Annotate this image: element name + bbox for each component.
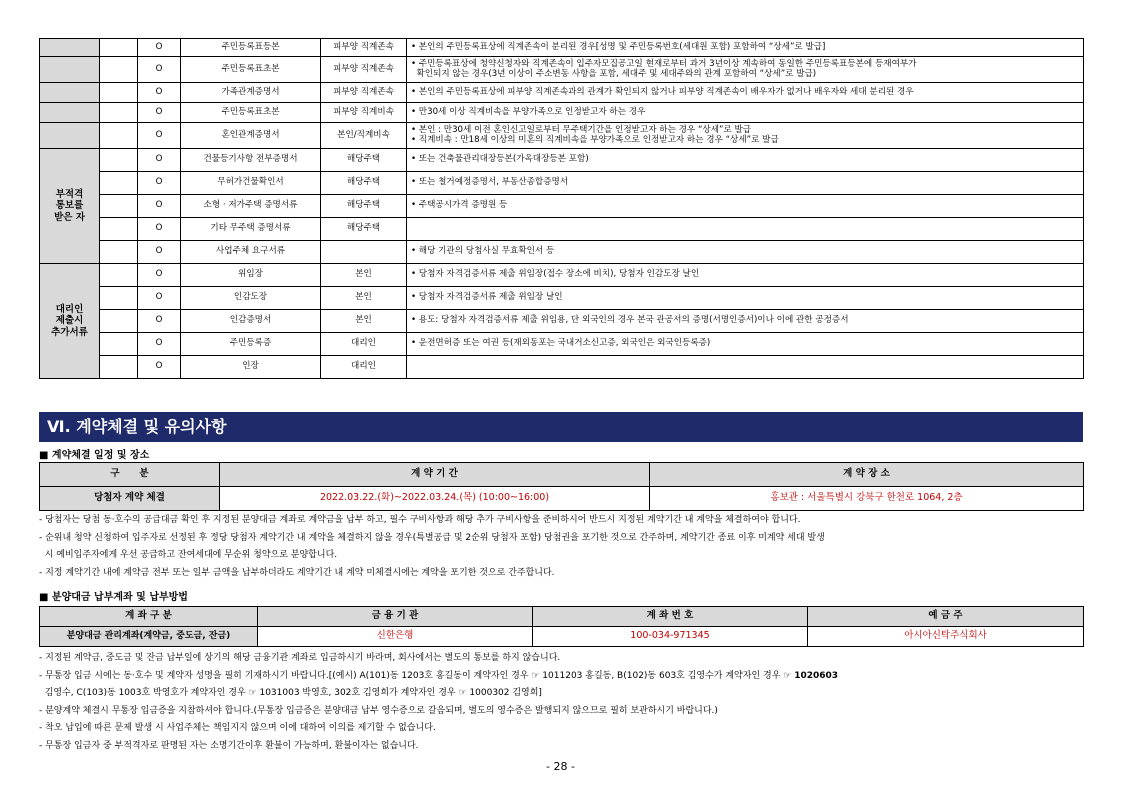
document-note: • 당첨자 자격검증서류 제출 위임장 날인 (407, 287, 1084, 310)
table-row (40, 123, 1084, 149)
note-line: - 지정 계약기간 내에 계약금 전부 또는 일부 금액을 납부하더라도 계약기간 내 계약 미체결시에는 계약을 포기한 것으로 간주합니다. (39, 567, 555, 578)
table-row (40, 195, 1084, 218)
table-row (40, 39, 1084, 57)
payment-notes (39, 650, 1089, 755)
document-name: 건물등기사항 전부증명서 (181, 149, 321, 172)
note-line: 김영수, C(103)동 1003호 박영호가 계약자인 경우 ☞ 1031003 박영호, 302호 김영희가 계약자인 경우 ☞ 1000302 김영희] (39, 688, 542, 698)
header-division: 구 분 (40, 463, 220, 487)
document-note: • 본인의 주민등록표상에 피부양 직계존속과의 관계가 확인되지 않거나 피부양 직계존속이 배우자가 없거나 배우자와 세대 분리된 경우 (407, 83, 1084, 103)
table-row (40, 83, 1084, 103)
table-row (40, 57, 1084, 83)
note-line: - 당첨자는 당첨 동·호수의 공급대금 확인 후 지정된 분양대금 계좌로 계약금을 납부 하고, 필수 구비사항과 해당 추가 구비사항을 준비하시어 반드시 지정된 계약기간 내 계약을 체결하여야 합니다. (39, 515, 801, 525)
document-name: 주민등록표초본 (181, 57, 321, 83)
document-name: 소형 · 저가주택 증명서류 (181, 195, 321, 218)
document-name: 주민등록표초본 (181, 103, 321, 123)
check-mark: O (138, 287, 181, 310)
table-row (40, 287, 1084, 310)
check-mark: O (138, 57, 181, 83)
document-name: 기타 무주택 증명서류 (181, 218, 321, 241)
document-name: 사업주체 요구서류 (181, 241, 321, 264)
document-target: 해당주택 (321, 218, 407, 241)
document-note: • 용도: 당첨자 자격검증서류 제출 위임용, 단 외국인의 경우 본국 관공서의 증명(서명인증서)이나 이에 관한 공정증서 (407, 310, 1084, 333)
note-line: - 지정된 계약금, 중도금 및 잔금 납부일에 상기의 해당 금융기관 계좌로 입금하시기 바라며, 회사에서는 별도의 통보를 하지 않습니다. (39, 653, 561, 663)
table-row (40, 218, 1084, 241)
empty-cell (100, 57, 138, 83)
document-name: 가족관계증명서 (181, 83, 321, 103)
empty-cell (100, 83, 138, 103)
account-number-value: 100-034-971345 (533, 627, 808, 647)
document-name: 주민등록증 (181, 333, 321, 356)
document-note: • 주민등록표상에 청약신청자와 직계존속이 입주자모집공고일 현재로부터 과거 3년이상 계속하여 동일한 주민등록표등본에 등재여부가 확인되지 않는 경우(3년 이상이 주소변동 사항을 포함, 세대주 및 세대주와의 관계 포함하여 “상세”로 발급) (407, 57, 1084, 83)
document-target: 대리인 (321, 356, 407, 379)
document-target: 해당주택 (321, 195, 407, 218)
document-target: 해당주택 (321, 149, 407, 172)
required-documents-table (39, 38, 1084, 379)
empty-cell (100, 356, 138, 379)
document-note: • 당첨자 자격검증서류 제출 위임장(접수 장소에 비치), 당첨자 인감도장 날인 (407, 264, 1084, 287)
document-target: 본인/직계비속 (321, 123, 407, 149)
document-target: 본인 (321, 264, 407, 287)
empty-cell (100, 149, 138, 172)
check-mark: O (138, 310, 181, 333)
check-mark: O (138, 218, 181, 241)
document-target: 피부양 직계존속 (321, 83, 407, 103)
document-note: • 주택공시가격 증명원 등 (407, 195, 1084, 218)
note-line: - 무통장 입금자 중 부적격자로 판명된 자는 소명기간이후 환불이 가능하며, 환불이자는 없습니다. (39, 740, 419, 751)
document-note: • 또는 철거예정증명서, 부동산종합증명서 (407, 172, 1084, 195)
category-cell (40, 57, 100, 83)
empty-cell (100, 195, 138, 218)
document-name: 인감도장 (181, 287, 321, 310)
section-title: Ⅵ. 계약체결 및 유의사항 (39, 412, 1083, 442)
note-line: - 무통장 입금 시에는 동·호수 및 계약자 성명을 필히 기재하시기 바랍니다.[(예시) A(101)동 1203호 홍길동이 계약자인 경우 ☞ 1011203 홍길동, B(102)동 603호 김영수가 계약자인 경우 ☞ 1020603 (39, 670, 839, 681)
check-mark: O (138, 149, 181, 172)
document-name: 무허가건물확인서 (181, 172, 321, 195)
check-mark: O (138, 123, 181, 149)
empty-cell (100, 172, 138, 195)
header-contract-place: 계 약 장 소 (650, 463, 1084, 487)
bank-value: 신한은행 (258, 627, 533, 647)
account-holder-value: 아시아신탁주식회사 (808, 627, 1084, 647)
empty-cell (100, 218, 138, 241)
account-type-value: 분양대금 관리계좌(계약금, 중도금, 잔금) (40, 627, 258, 647)
payment-account-table (39, 606, 1084, 647)
group-label-proxy: 대리인 제출시 추가서류 (40, 264, 100, 379)
empty-cell (100, 264, 138, 287)
table-row (40, 241, 1084, 264)
document-note: • 운전면허증 또는 여권 등(재외동포는 국내거소신고증, 외국인은 외국인등록증) (407, 333, 1084, 356)
page-number: - 28 - (546, 760, 575, 773)
table-row (40, 264, 1084, 287)
category-cell (40, 103, 100, 123)
group-label-ineligible: 부적격 통보를 받은 자 (40, 149, 100, 264)
document-target: 대리인 (321, 333, 407, 356)
empty-cell (100, 287, 138, 310)
subheading-contract-schedule: ■ 계약체결 일정 및 장소 (39, 450, 150, 461)
check-mark: O (138, 172, 181, 195)
empty-cell (100, 123, 138, 149)
empty-cell (100, 103, 138, 123)
table-row (40, 310, 1084, 333)
document-name: 위임장 (181, 264, 321, 287)
note-line: - 순위내 청약 신청하여 입주자로 선정된 후 정당 당첨자 계약기간 내 계약을 체결하지 않을 경우(특별공급 및 2순위 당첨자 포함) 당첨권을 포기한 것으로 간주하며, 계약기간 종료 이후 미계약 세대 발생 (39, 532, 825, 543)
document-name: 혼인관계증명서 (181, 123, 321, 149)
document-target: 본인 (321, 310, 407, 333)
check-mark: O (138, 333, 181, 356)
empty-cell (100, 39, 138, 57)
document-name: 주민등록표등본 (181, 39, 321, 57)
document-target: 피부양 직계존속 (321, 57, 407, 83)
table-row (40, 103, 1084, 123)
category-cell (40, 83, 100, 103)
document-target (321, 241, 407, 264)
contract-place-value: 홍보관 : 서울특별시 강북구 한천로 1064, 2층 (650, 487, 1084, 511)
header-account-type: 계 좌 구 분 (40, 607, 258, 627)
empty-cell (100, 241, 138, 264)
document-note: • 해당 기관의 당첨사실 무효확인서 등 (407, 241, 1084, 264)
check-mark: O (138, 39, 181, 57)
document-target: 해당주택 (321, 172, 407, 195)
subheading-payment-account: ■ 분양대금 납부계좌 및 납부방법 (39, 592, 188, 603)
category-cell (40, 123, 100, 149)
document-note: • 만30세 이상 직계비속을 부양가족으로 인정받고자 하는 경우 (407, 103, 1084, 123)
table-row (40, 149, 1084, 172)
check-mark: O (138, 241, 181, 264)
header-contract-period: 계 약 기 간 (220, 463, 650, 487)
empty-cell (100, 333, 138, 356)
highlight-code: 1020603 (794, 670, 839, 681)
header-account-holder: 예 금 주 (808, 607, 1084, 627)
document-target: 피부양 직계존속 (321, 39, 407, 57)
row-label-winner-contract: 당첨자 계약 체결 (40, 487, 220, 511)
document-note: • 또는 건축물관리대장등본(가옥대장등본 포함) (407, 149, 1084, 172)
table-row (40, 333, 1084, 356)
document-note (407, 218, 1084, 241)
note-line: - 착오 납입에 따른 문제 발생 시 사업주체는 책임지지 않으며 이에 대하여 이의를 제기할 수 없습니다. (39, 723, 436, 733)
contract-period-value: 2022.03.22.(화)~2022.03.24.(목) (10:00~16:00) (220, 487, 650, 511)
header-account-number: 계 좌 번 호 (533, 607, 808, 627)
category-cell (40, 39, 100, 57)
document-target: 본인 (321, 287, 407, 310)
check-mark: O (138, 83, 181, 103)
document-target: 피부양 직계비속 (321, 103, 407, 123)
document-name: 인감증명서 (181, 310, 321, 333)
document-note: • 본인 : 만30세 이전 혼인신고일로부터 무주택기간을 인정받고자 하는 경우 “상세”로 발급 • 직계비속 : 만18세 이상의 미혼의 직계비속을 부양가족으로 인정받고자 하는 경우 “상세”로 발급 (407, 123, 1084, 149)
check-mark: O (138, 356, 181, 379)
note-line: 시 예비입주자에게 우선 공급하고 잔여세대에 무순위 청약으로 분양합니다. (39, 550, 338, 560)
check-mark: O (138, 103, 181, 123)
header-bank: 금 융 기 관 (258, 607, 533, 627)
contract-schedule-table (39, 462, 1084, 511)
contract-notes (39, 512, 1089, 582)
document-name: 인장 (181, 356, 321, 379)
document-note: • 본인의 주민등록표상에 직계존속이 분리된 경우[성명 및 주민등록번호(세대원 포함) 포함하여 “상세”로 발급] (407, 39, 1084, 57)
check-mark: O (138, 264, 181, 287)
empty-cell (100, 310, 138, 333)
table-row (40, 356, 1084, 379)
document-note (407, 356, 1084, 379)
check-mark: O (138, 195, 181, 218)
table-row (40, 172, 1084, 195)
note-line: - 분양계약 체결시 무통장 입금증을 지참하셔야 합니다.(무통장 입금증은 분양대금 납부 영수증으로 갈음되며, 별도의 영수증은 발행되지 않으므로 필히 보관하시기 바랍니다.) (39, 705, 718, 716)
